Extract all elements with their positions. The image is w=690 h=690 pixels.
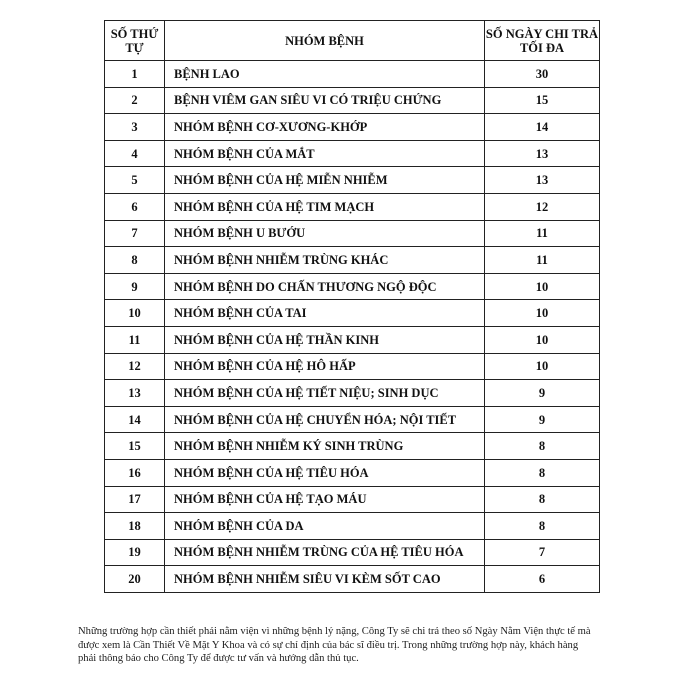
max-days: 14 <box>485 114 600 141</box>
table-header <box>105 21 600 61</box>
disease-group: NHÓM BỆNH CỦA HỆ TẠO MÁU <box>165 486 485 513</box>
max-days: 8 <box>485 486 600 513</box>
max-days: 7 <box>485 539 600 566</box>
row-number: 20 <box>105 566 165 593</box>
table-row <box>105 114 600 141</box>
disease-group: NHÓM BỆNH CỦA TAI <box>165 300 485 327</box>
disease-group: NHÓM BỆNH CỦA HỆ TIM MẠCH <box>165 193 485 220</box>
table-row <box>105 326 600 353</box>
row-number: 2 <box>105 87 165 114</box>
disease-group: NHÓM BỆNH DO CHẤN THƯƠNG NGỘ ĐỘC <box>165 273 485 300</box>
disease-group: NHÓM BỆNH NHIỄM TRÙNG KHÁC <box>165 247 485 274</box>
row-number: 18 <box>105 513 165 540</box>
row-number: 10 <box>105 300 165 327</box>
max-days: 12 <box>485 193 600 220</box>
max-days: 13 <box>485 167 600 194</box>
row-number: 5 <box>105 167 165 194</box>
max-days: 10 <box>485 326 600 353</box>
disease-group: NHÓM BỆNH CƠ-XƯƠNG-KHỚP <box>165 114 485 141</box>
table-row <box>105 539 600 566</box>
max-days: 10 <box>485 300 600 327</box>
disease-group: NHÓM BỆNH NHIỄM SIÊU VI KÈM SỐT CAO <box>165 566 485 593</box>
max-days: 11 <box>485 220 600 247</box>
row-number: 15 <box>105 433 165 460</box>
table-row <box>105 459 600 486</box>
disease-group: NHÓM BỆNH U BƯỚU <box>165 220 485 247</box>
row-number: 19 <box>105 539 165 566</box>
max-days: 13 <box>485 140 600 167</box>
table-row <box>105 273 600 300</box>
disease-group: NHÓM BỆNH CỦA HỆ THẦN KINH <box>165 326 485 353</box>
max-days: 6 <box>485 566 600 593</box>
max-days: 8 <box>485 513 600 540</box>
row-number: 13 <box>105 380 165 407</box>
disease-group: NHÓM BỆNH CỦA HỆ MIỄN NHIỄM <box>165 167 485 194</box>
max-days: 9 <box>485 406 600 433</box>
max-days: 15 <box>485 87 600 114</box>
header-row <box>105 21 600 61</box>
row-number: 3 <box>105 114 165 141</box>
disease-group: NHÓM BỆNH NHIỄM TRÙNG CỦA HỆ TIÊU HÓA <box>165 539 485 566</box>
row-number: 9 <box>105 273 165 300</box>
table-row <box>105 433 600 460</box>
table-row <box>105 140 600 167</box>
max-days: 30 <box>485 61 600 88</box>
row-number: 4 <box>105 140 165 167</box>
row-number: 8 <box>105 247 165 274</box>
table-row <box>105 566 600 593</box>
table-body <box>105 61 600 593</box>
max-days: 10 <box>485 273 600 300</box>
row-number: 6 <box>105 193 165 220</box>
max-days-table <box>104 20 600 593</box>
row-number: 11 <box>105 326 165 353</box>
table-row <box>105 167 600 194</box>
row-number: 1 <box>105 61 165 88</box>
header-group: NHÓM BỆNH <box>165 21 485 61</box>
header-no: SỐ THỨ TỰ <box>105 21 165 61</box>
row-number: 12 <box>105 353 165 380</box>
row-number: 14 <box>105 406 165 433</box>
disease-group: NHÓM BỆNH CỦA HỆ TIÊU HÓA <box>165 459 485 486</box>
table-row <box>105 193 600 220</box>
row-number: 17 <box>105 486 165 513</box>
table-row <box>105 513 600 540</box>
disease-group: NHÓM BỆNH CỦA HỆ HÔ HẤP <box>165 353 485 380</box>
disease-group: NHÓM BỆNH CỦA MẮT <box>165 140 485 167</box>
row-number: 16 <box>105 459 165 486</box>
table-row <box>105 486 600 513</box>
table-row <box>105 380 600 407</box>
max-days: 9 <box>485 380 600 407</box>
disease-group: BỆNH VIÊM GAN SIÊU VI CÓ TRIỆU CHỨNG <box>165 87 485 114</box>
max-days: 10 <box>485 353 600 380</box>
table-row <box>105 61 600 88</box>
disease-group: NHÓM BỆNH NHIỄM KÝ SINH TRÙNG <box>165 433 485 460</box>
header-days: SỐ NGÀY CHI TRẢ TỐI ĐA <box>485 21 600 61</box>
table-row <box>105 220 600 247</box>
table-row <box>105 247 600 274</box>
max-days: 11 <box>485 247 600 274</box>
max-days: 8 <box>485 433 600 460</box>
table-row <box>105 406 600 433</box>
footnote: Những trường hợp cần thiết phải nằm viện vì những bệnh lý nặng, Công Ty sẽ chi trả theo số Ngày Nằm Viện thực tế mà được xem là Cần Thiết Về Mặt Y Khoa và có sự chỉ định của bác sĩ điều trị. Trong những trường hợp này, khách hàng phải thông báo cho Công Ty để được tư vấn và hướng dẫn thủ tục. <box>78 626 591 665</box>
table-row <box>105 87 600 114</box>
disease-group: NHÓM BỆNH CỦA HỆ TIẾT NIỆU; SINH DỤC <box>165 380 485 407</box>
table-row <box>105 300 600 327</box>
disease-group: NHÓM BỆNH CỦA HỆ CHUYỂN HÓA; NỘI TIẾT <box>165 406 485 433</box>
table-row <box>105 353 600 380</box>
max-days: 8 <box>485 459 600 486</box>
row-number: 7 <box>105 220 165 247</box>
disease-group: BỆNH LAO <box>165 61 485 88</box>
disease-group: NHÓM BỆNH CỦA DA <box>165 513 485 540</box>
